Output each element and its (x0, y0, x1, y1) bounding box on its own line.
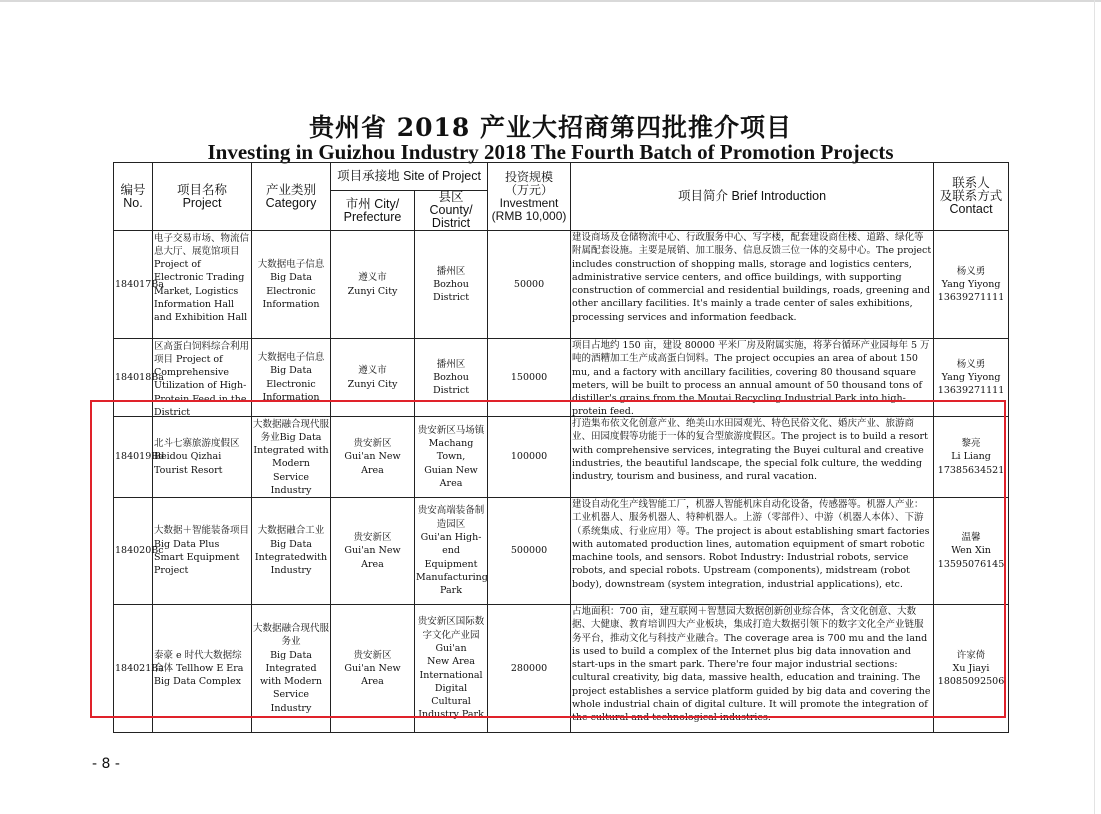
header-intro: 项目简介 Brief Introduction (571, 163, 934, 231)
project-prefecture: 贵安新区 Gui'an New Area (331, 498, 415, 605)
project-no: 184021Ba (114, 605, 153, 733)
page-number: - 8 - (92, 756, 120, 772)
document-title-chinese: 贵州省 2018 产业大招商第四批推介项目 (309, 113, 792, 142)
table-row (114, 417, 1009, 498)
project-intro-text: 占地面积：700 亩，建互联网＋智慧园大数据创新创业综合体，含文化创意、大数据、大健康、教育培训四大产业板块，集成打造大数据引领下的数字文化全产业链服务平台，推动文化与科技产业融合。The coverage area is 700 mu and the land is used to build a complex of the Internet plus big data innovation and start-ups in the smart park. There're four major industrial sections: cultural creativity, big data, massive health, education and training. The project establishes a service platform guided by big data and covering the whole industrial chain of digital culture. It will promote the integration of the cultural and technological industries. (572, 606, 931, 724)
header-county: 县区 County/ District (415, 191, 488, 231)
project-contact: 黎亮 Li Liang 17385634521 (934, 417, 1009, 498)
project-name: 北斗七寨旅游度假区 Beidou Qizhai Tourist Resort (153, 417, 252, 498)
project-contact: 杨义勇 Yang Yiyong 13639271111 (934, 339, 1009, 417)
project-contact: 温馨 Wen Xin 13595076145 (934, 498, 1009, 605)
project-category: 大数据电子信息 Big Data Electronic Information (252, 231, 331, 339)
header-investment: 投资规模 （万元） Investment (RMB 10,000) (488, 163, 571, 231)
project-prefecture: 贵安新区 Gui'an New Area (331, 417, 415, 498)
header-no: 编号 No. (114, 163, 153, 231)
project-county: 播州区 Bozhou District (415, 339, 488, 417)
project-prefecture: 遵义市 Zunyi City (331, 231, 415, 339)
project-category: 大数据电子信息 Big Data Electronic Information (252, 339, 331, 417)
project-prefecture: 遵义市 Zunyi City (331, 339, 415, 417)
project-county: 贵安高端装备制造园区 Gui'an High-end Equipment Manufacturing Park (415, 498, 488, 605)
project-county: 贵安新区马场镇 Machang Town, Guian New Area (415, 417, 488, 498)
project-no: 184019Bd (114, 417, 153, 498)
project-county: 贵安新区国际数字文化产业园 Gui'an New Area International Digital Cultural Industry Park (415, 605, 488, 733)
header-site: 项目承接地 Site of Project (331, 163, 488, 191)
project-no: 184017Ba (114, 231, 153, 339)
project-intro (571, 231, 934, 339)
project-intro-text: 建设商场及仓储物流中心、行政服务中心、写字楼，配套建设商住楼、道路、绿化等附属配套设施。主要是展销、加工服务、信息反馈三位一体的交易中心。The project includes construction of shopping malls, storage and logistics centers, administrative service centers, and office buildings, with supporting construction of commercial and residential buildings, roads, greening and other ancillary facilities. It's mainly a trade center of sales exhibitions, processing services and information feedback. (572, 232, 932, 323)
project-name-text: 电子交易市场、物流信息大厅、展览馆项目Project of Electronic Trading Market, Logistics Information Hall and Exhibition Hall (154, 232, 250, 324)
header-row-1 (114, 163, 1009, 191)
document-title-english: Investing in Guizhou Industry 2018 The Fourth Batch of Promotion Projects (207, 140, 894, 164)
project-investment: 150000 (488, 339, 571, 417)
project-county: 播州区 Bozhou District (415, 231, 488, 339)
page-top-border (0, 0, 1101, 2)
project-intro-text: 建设自动化生产线智能工厂，机器人智能机床自动化设备，传感器等。机器人产业：工业机器人、服务机器人、特种机器人。上游（零部件）、中游（机器人本体）、下游（系统集成、行业应用）等。The project is about establishing smart factories with automated production lines, automation equipment of smart robotic machine tools, and sensors. Robot Industry: Industrial robots, service robots, and special robots. Upstream (components), midstream (robot body), downstream (system integration, industrial applications), etc. (572, 499, 930, 590)
project-intro (571, 417, 934, 498)
project-category: 大数据融合现代服务业 Big Data Integrated with Modern Service Industry (252, 605, 331, 733)
project-intro (571, 605, 934, 733)
project-name (153, 339, 252, 417)
project-investment: 100000 (488, 417, 571, 498)
project-name: 泰豪 e 时代大数据综合体 Tellhow E Era Big Data Complex (153, 605, 252, 733)
project-category (252, 417, 331, 498)
project-intro (571, 339, 934, 417)
project-contact: 杨义勇 Yang Yiyong 13639271111 (934, 231, 1009, 339)
project-no: 184018Ba (114, 339, 153, 417)
project-category: 大数据融合工业 Big Data Integratedwith Industry (252, 498, 331, 605)
table-row (114, 231, 1009, 339)
project-investment: 280000 (488, 605, 571, 733)
table-row (114, 498, 1009, 605)
project-category-text: 大数据融合现代服务业Big Data Integrated with Modern Service Industry (253, 418, 330, 496)
project-name: 大数据＋智能装备项目 Big Data Plus Smart Equipment Project (153, 498, 252, 605)
project-intro-text: 项目占地约 150 亩，建设 80000 平米厂房及附属实施，将茅台循环产业园每年 5 万吨的酒糟加工生产成高蛋白饲料。The project occupies an area of about 150 mu, and a factory with ancillary facilities, covering 80 thousand square meters, will be built to process an annual amount of 50 thousand tons of distiller's grains from the Moutai Recycling Industrial Park into high-protein feed. (572, 340, 930, 418)
table-row (114, 605, 1009, 733)
project-name (153, 231, 252, 339)
header-category: 产业类别 Category (252, 163, 331, 231)
table-row (114, 339, 1009, 417)
header-prefecture: 市州 City/ Prefecture (331, 191, 415, 231)
project-investment: 50000 (488, 231, 571, 339)
project-intro (571, 498, 934, 605)
project-prefecture: 贵安新区 Gui'an New Area (331, 605, 415, 733)
project-intro-text: 打造集布依文化创意产业、绝美山水田园观光、特色民俗文化、婚庆产业、旅游商业、田园度假等功能于一体的复合型旅游度假区。The project is to build a resort with comprehensive services, integrating the Buyei cultural and creative industries, the beautiful landscape, the special folk culture, the wedding industry, tourism and business, and rural vacation. (572, 418, 928, 483)
project-investment: 500000 (488, 498, 571, 605)
project-name-text: 区高蛋白饲料综合利用项目 Project of Comprehensive Utilization of High-Protein Feed in the District (154, 340, 250, 418)
project-contact: 许家倚 Xu Jiayi 18085092506 (934, 605, 1009, 733)
header-project: 项目名称 Project (153, 163, 252, 231)
projects-table (113, 162, 1009, 733)
project-no: 184020Bc (114, 498, 153, 605)
header-contact: 联系人 及联系方式 Contact (934, 163, 1009, 231)
